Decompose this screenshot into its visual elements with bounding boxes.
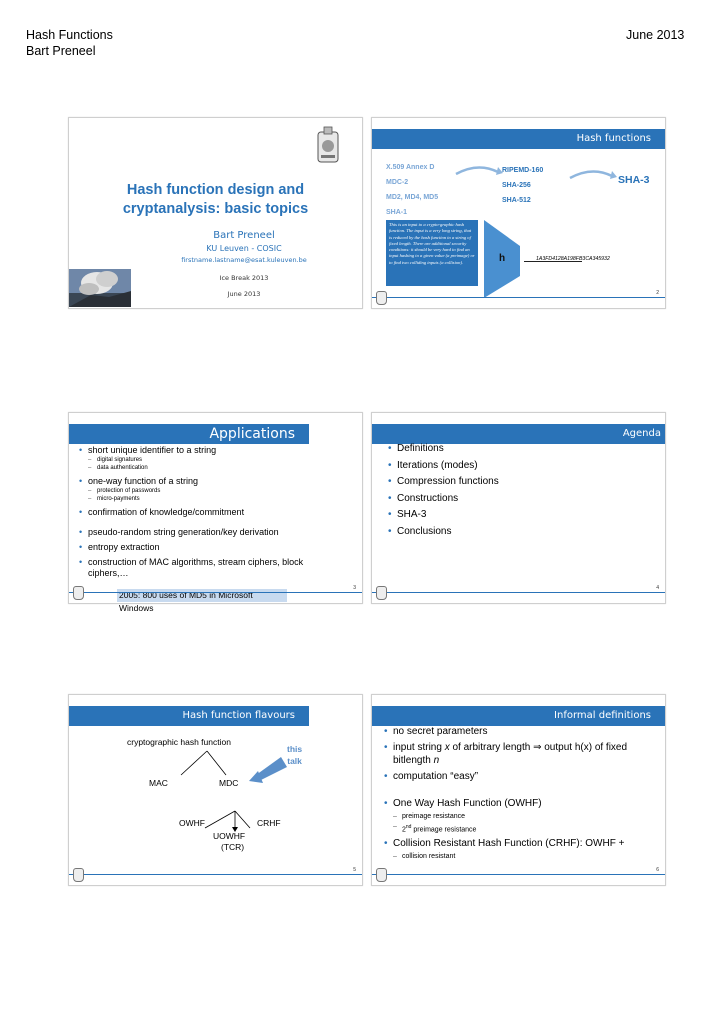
slide-footer	[69, 874, 362, 885]
slide-title: Informal definitions	[554, 710, 651, 721]
definition-item: • no secret parameters	[384, 725, 656, 738]
text-span: nd	[405, 824, 412, 830]
email: firstname.lastname@esat.kuleuven.be	[181, 256, 307, 264]
node-owhf: OWHF	[179, 818, 205, 828]
list-item: • short unique identifier to a string	[79, 445, 354, 456]
list-item: • construction of MAC algorithms, stream ciphers, block ciphers,…	[79, 557, 354, 579]
list-item: • entropy extraction	[79, 542, 354, 553]
definition-subitem: – preimage resistance	[384, 812, 656, 822]
hash-mdc2: MDC-2	[386, 179, 409, 186]
node-tcr: (TCR)	[221, 842, 245, 852]
page-number: 4	[656, 585, 659, 591]
slide-title-bar	[372, 706, 665, 726]
title-line-1: Hash function design and	[126, 182, 305, 198]
hash-sha256: SHA-256	[502, 182, 531, 189]
event-name: Ice Break 2013	[219, 274, 269, 282]
slide-title	[68, 117, 363, 309]
agenda-item: • SHA-3	[388, 507, 588, 524]
hash-sha512: SHA-512	[502, 197, 531, 204]
slide-hash-flavours	[68, 694, 363, 886]
hash-output: 1A3FD4128A198FB3CA345932	[536, 256, 610, 262]
header-author: Bart Preneel	[26, 44, 96, 58]
agenda-item: • Iterations (modes)	[388, 458, 588, 475]
affiliation: KU Leuven - COSIC	[206, 244, 282, 253]
definitions-list	[384, 725, 656, 862]
var-x: x	[444, 742, 450, 753]
slide-hash-functions	[371, 117, 666, 309]
definition-subitem	[384, 822, 656, 835]
title-line-2: cryptanalysis: basic topics	[122, 201, 309, 217]
talk-date: June 2013	[227, 290, 261, 298]
slide-title-bar	[69, 424, 309, 444]
var-n: n	[433, 755, 440, 766]
page-number: 3	[353, 585, 356, 591]
slide1-title	[69, 181, 362, 219]
agenda-item: • Definitions	[388, 441, 588, 458]
this-label: this	[287, 744, 303, 754]
slide-footer	[372, 592, 665, 603]
slide-applications	[68, 412, 363, 613]
slide-title: Applications	[209, 426, 295, 442]
node-cryptographic-hash: cryptographic hash function	[127, 737, 231, 747]
list-item: – protection of passwords	[79, 487, 354, 495]
definition-item	[384, 741, 656, 767]
hash-sha3: SHA-3	[618, 174, 650, 186]
arrow-icon	[454, 160, 504, 180]
list-item: – digital signatures	[79, 456, 354, 464]
volcano-photo	[69, 269, 131, 307]
header-title: Hash Functions	[26, 28, 113, 42]
node-mac: MAC	[149, 778, 168, 788]
definition-subitem: – collision resistant	[384, 852, 656, 862]
slide-agenda	[371, 412, 666, 604]
author-name: Bart Preneel	[213, 230, 275, 241]
md5-highlight-note: 2005: 800 uses of MD5 in Microsoft Windows	[117, 589, 287, 602]
applications-list	[79, 445, 354, 579]
agenda-item: • Conclusions	[388, 524, 588, 541]
taxonomy-lines	[69, 695, 362, 885]
slide-informal-definitions	[371, 694, 666, 886]
text-span: input string	[393, 742, 445, 753]
hash-list-2	[502, 163, 543, 208]
hash-md: MD2, MD4, MD5	[386, 194, 439, 201]
hash-sha1: SHA-1	[386, 209, 408, 216]
definition-item: • One Way Hash Function (OWHF)	[384, 797, 656, 810]
node-uowhf: UOWHF	[213, 831, 246, 841]
slide-footer	[372, 297, 665, 308]
hash-x509: X.509 Annex D	[386, 164, 435, 171]
node-mdc: MDC	[219, 778, 239, 788]
page-number: 5	[353, 867, 356, 873]
slide-title: Agenda	[622, 428, 661, 439]
university-seal-icon	[315, 126, 341, 166]
slide-title: Hash function flavours	[182, 710, 295, 721]
definition-item: • computation “easy”	[384, 770, 656, 783]
university-logo-icon	[376, 868, 387, 882]
header-date: June 2013	[626, 28, 685, 42]
text-span: of arbitrary length ⇒ output h(x) of fixed bitlength	[393, 742, 628, 766]
hash-list-1	[386, 160, 438, 220]
slide-footer	[69, 592, 362, 603]
definition-item: • Collision Resistant Hash Function (CRHF): OWHF +	[384, 837, 656, 850]
this-talk-label	[287, 743, 302, 767]
talk-label: talk	[287, 756, 302, 766]
hash-input-box: This is an input to a crypto-graphic hash function. The input is a very long string, that is reduced by the hash function to a string of fixed length. There are additional security conditions: it should be very hard to find an input hashing to a given value (a preimage) or to find two colliding inputs (a collision).	[386, 220, 478, 286]
list-item: • pseudo-random string generation/key derivation	[79, 527, 354, 538]
list-item: – micro-payments	[79, 495, 354, 503]
slide1-author-block	[129, 229, 359, 299]
h-label: h	[499, 253, 506, 264]
university-logo-icon	[73, 586, 84, 600]
slide-title: Hash functions	[576, 133, 651, 144]
university-logo-icon	[376, 291, 387, 305]
arrow-icon	[568, 164, 618, 184]
slide-footer	[372, 874, 665, 885]
node-crhf: CRHF	[257, 818, 281, 828]
page-number: 2	[656, 290, 659, 296]
list-item: • confirmation of knowledge/commitment	[79, 507, 354, 518]
list-item: – data authentication	[79, 464, 354, 472]
page-number: 6	[656, 867, 659, 873]
text-span: preimage resistance	[411, 826, 477, 834]
slide-title-bar	[372, 129, 665, 149]
hash-ripemd: RIPEMD-160	[502, 167, 544, 174]
university-logo-icon	[73, 868, 84, 882]
agenda-item: • Constructions	[388, 491, 588, 508]
agenda-item: • Compression functions	[388, 474, 588, 491]
agenda-list	[388, 441, 588, 540]
university-logo-icon	[376, 586, 387, 600]
list-item: • one-way function of a string	[79, 476, 354, 487]
text-span: 2	[402, 826, 406, 834]
